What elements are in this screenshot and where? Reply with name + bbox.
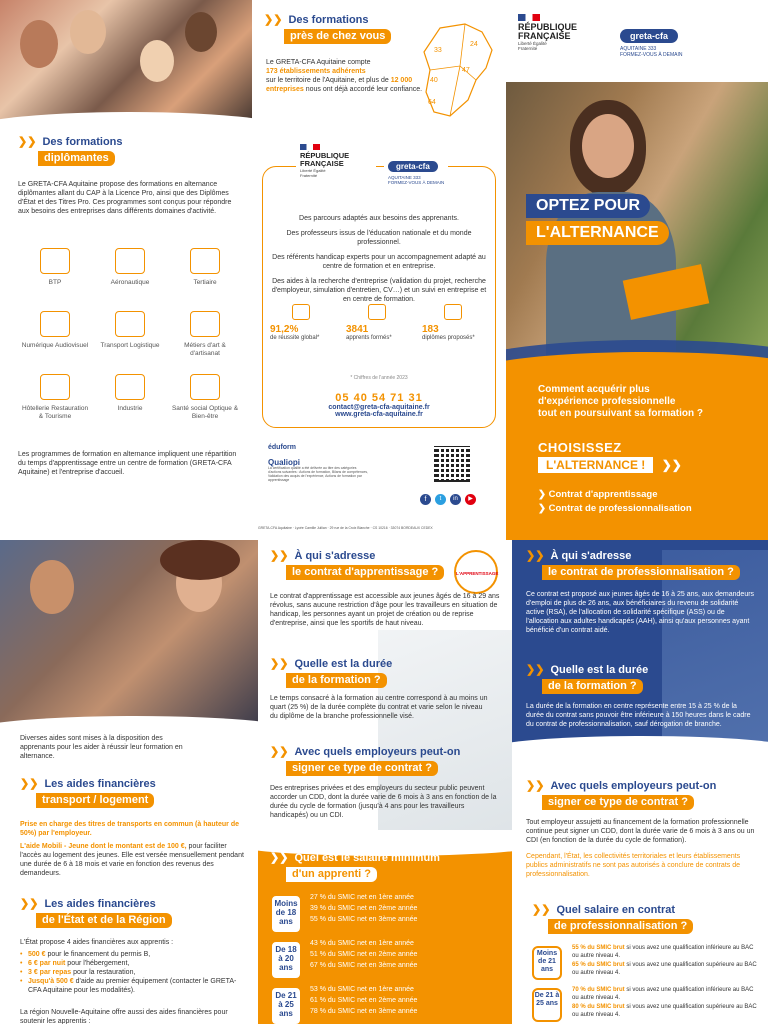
flag-icon bbox=[300, 144, 320, 150]
bullet-icon: • bbox=[20, 951, 23, 958]
option-apprentissage[interactable]: ❯ Contrat d'apprentissage bbox=[538, 489, 658, 500]
stat-label: apprents formés* bbox=[346, 335, 392, 341]
salary-line: 78 % du SMIC net en 3ème année bbox=[310, 1008, 418, 1015]
section-title: ❯❯ À qui s'adresse le contrat de professionnalisation ? bbox=[526, 550, 740, 580]
plane-icon bbox=[115, 248, 145, 274]
republique-logo: RÉPUBLIQUE FRANÇAISE Liberté Égalité Fraternité bbox=[296, 142, 376, 180]
apprentissage-target: Le contrat d'apprentissage est accessible aux jeunes âgés de 16 à 29 ans révolus, sans aucune restriction d'âge pour les travailleurs en situation de handicap, les personnes ayant un projet de création ou de reprise d'entreprise, ainsi que les sportifs de haut niveau. bbox=[270, 593, 500, 627]
advantages-list bbox=[270, 214, 488, 310]
sector-item bbox=[20, 248, 90, 287]
panel-formations-diplomantes bbox=[0, 0, 252, 540]
stat-item bbox=[346, 322, 414, 342]
section-highlight: transport / logement bbox=[36, 793, 154, 808]
map-label: 47 bbox=[462, 67, 470, 74]
salary-row bbox=[532, 986, 758, 1024]
age-badge: Moins de 18 ans bbox=[270, 894, 302, 934]
panel-apprentissage bbox=[258, 540, 512, 1024]
youtube-icon[interactable]: ▶ bbox=[465, 494, 476, 505]
mobili-aid: L'aide Mobili - Jeune dont le montant est de 100 €, pour faciliter l'accès au logement des jeunes. Elle est versée mensuellement pendant une durée de 6 à 18 mois et varie en fonction des revenus des demandeurs. bbox=[20, 843, 244, 877]
bullet-icon: • bbox=[20, 960, 23, 967]
salary-line: 65 % du SMIC brut si vous avez une qualification supérieure au BAC ou autre niveau 4. bbox=[572, 962, 757, 976]
section-title: ❯❯ Avec quels employeurs peut-on signer ce type de contrat ? bbox=[526, 780, 717, 808]
aid-item: • 6 € par nuit pour l'hébergement, bbox=[20, 960, 130, 967]
stat-value: 3841 bbox=[346, 324, 369, 335]
section-highlight: de l'État et de la Région bbox=[36, 913, 172, 928]
section-highlight: près de chez vous bbox=[284, 29, 391, 44]
section-title: ❯❯ Quel salaire en contrat de professionnalisation ? bbox=[532, 904, 693, 934]
panel-professionnalisation bbox=[512, 540, 768, 1024]
pro-employers-note: Cependant, l'État, les collectivités territoriales et leurs établissements publics administratifs ne sont pas autorisés à conclure de contrats de professionnalisation. bbox=[526, 853, 741, 878]
sector-label: Aéronautique bbox=[110, 279, 150, 286]
bullet-icon: • bbox=[20, 978, 23, 985]
stat-item bbox=[270, 322, 338, 342]
sector-item bbox=[170, 311, 240, 358]
social-icons bbox=[420, 494, 476, 505]
republique-logo: RÉPUBLIQUE FRANÇAISE Liberté Égalité Fraternité bbox=[518, 14, 608, 51]
chevron-icon: ❯❯ bbox=[532, 904, 551, 916]
flag-icon bbox=[518, 14, 540, 21]
section-highlight: signer ce type de contrat ? bbox=[286, 761, 438, 776]
salary-line: 61 % du SMIC net en 2ème année bbox=[310, 997, 418, 1004]
section-highlight: d'un apprenti ? bbox=[286, 867, 377, 882]
salary-line: 39 % du SMIC net en 2ème année bbox=[310, 905, 418, 912]
email-link[interactable]: contact@greta-cfa-aquitaine.fr bbox=[328, 404, 430, 411]
advantage-item: Des référents handicap experts pour un accompagnement adapté au centre de formation et en entreprise. bbox=[272, 254, 486, 270]
chevron-icon: ❯❯ bbox=[270, 746, 289, 758]
sector-label: Industrie bbox=[117, 405, 143, 412]
section-title: ❯❯ Avec quels employeurs peut-on signer ce type de contrat ? bbox=[270, 746, 461, 774]
linkedin-icon[interactable]: in bbox=[450, 494, 461, 505]
students-photo bbox=[0, 0, 252, 120]
salary-line: 67 % du SMIC net en 3ème année bbox=[310, 962, 418, 969]
salary-line: 70 % du SMIC brut si vous avez une qualification inférieure au BAC ou autre niveau 4. bbox=[572, 987, 754, 1001]
stat-value: 91,2% bbox=[270, 324, 299, 335]
eduform-logo: éduform bbox=[268, 444, 296, 451]
age-badge: De 21 à 25 ans bbox=[532, 988, 562, 1022]
sector-item bbox=[170, 248, 240, 287]
panel-cover bbox=[506, 0, 768, 540]
state-intro: L'État propose 4 aides financières aux apprentis : bbox=[20, 939, 174, 946]
outro-text: Les programmes de formation en alternance impliquent une répartition du temps d'apprentissage entre un centre de formation (GRETA-CFA Aquitaine) et l'entreprise d'accueil. bbox=[18, 451, 237, 476]
sector-label: Tertiaire bbox=[193, 279, 217, 286]
region-text: La région Nouvelle-Aquitaine offre aussi des aides financières pour soutenir les apprentis : bbox=[20, 1009, 228, 1024]
sector-label: Santé social Optique & Bien-être bbox=[171, 405, 239, 420]
chevron-icon: ❯❯ bbox=[270, 658, 289, 670]
panel-aides bbox=[0, 540, 258, 1024]
chevron-icon: ❯❯ bbox=[270, 852, 289, 864]
salary-row bbox=[270, 982, 502, 1024]
advantage-item: Des aides à la recherche d'entreprise (validation du projet, recherche d'employeur, simulation d'entretien, CV…) et un suivi en entreprise et en centre de formation. bbox=[271, 278, 487, 303]
sector-label: Numérique Audiovisuel bbox=[21, 342, 89, 349]
chevron-icon: ❯ bbox=[538, 489, 549, 500]
salary-line: 53 % du SMIC net en 1ère année bbox=[310, 986, 414, 993]
apprentissage-stamp: L'APPRENTISSAGE bbox=[454, 550, 498, 594]
chevron-icon: ❯ bbox=[538, 503, 549, 514]
contract-options bbox=[538, 488, 692, 516]
chevron-icon: ❯❯ bbox=[20, 778, 39, 790]
aid-item: • 3 € par repas pour la restauration, bbox=[20, 969, 136, 976]
cloche-icon bbox=[40, 374, 70, 400]
cover-question: Comment acquérir plus d'expérience professionnelle tout en poursuivant sa formation ? bbox=[538, 384, 704, 419]
salary-lines bbox=[572, 944, 758, 978]
qr-code-icon[interactable] bbox=[434, 446, 470, 482]
stats-note: * Chiffres de l'année 2023 bbox=[350, 375, 408, 381]
section-highlight: le contrat de professionnalisation ? bbox=[542, 565, 740, 580]
chevron-icon: ❯❯ bbox=[18, 136, 37, 148]
section-title: ❯❯ Quel est le salaire minimum d'un apprenti ? bbox=[270, 852, 440, 880]
sector-item bbox=[95, 311, 165, 350]
bullet-icon: • bbox=[20, 969, 23, 976]
intro-text: Le GRETA-CFA Aquitaine propose des formations en alternance diplômantes allant du CAP à la Licence Pro, ainsi que des Diplômes d'État et des Titres Pro. Ces programmes sont conçus pour répondre aux besoins des entreprises dans différents domaines d'activité. bbox=[18, 181, 232, 215]
apprentissage-duration: Le temps consacré à la formation au centre correspond à au moins un quart (25 %) de la durée complète du contrat et varie selon le niveau du diplôme de la branche professionnelle visé. bbox=[270, 695, 488, 720]
sector-item bbox=[20, 311, 90, 350]
chevron-icon: ❯❯ bbox=[526, 550, 545, 562]
stat-icon bbox=[368, 304, 386, 320]
phone-number[interactable]: 05 40 54 71 31 bbox=[335, 392, 423, 404]
chevron-icon: ❯❯ bbox=[264, 14, 283, 26]
salary-row bbox=[270, 890, 502, 942]
transport-aid: Prise en charge des titres de transports en commun (à hauteur de 50%) par l'employeur. bbox=[20, 821, 240, 837]
salary-lines bbox=[310, 938, 417, 971]
sector-label: Hôtellerie Restauration & Tourisme bbox=[21, 405, 89, 420]
stat-item bbox=[422, 322, 490, 342]
building-icon bbox=[40, 248, 70, 274]
sector-label: Transport Logistique bbox=[100, 342, 160, 349]
section-title: ❯❯ Quelle est la durée de la formation ? bbox=[526, 664, 649, 692]
advantage-item: Des parcours adaptés aux besoins des apprenants. bbox=[299, 215, 459, 222]
advantage-item: Des professeurs issus de l'éducation nationale et du monde professionnel. bbox=[286, 230, 472, 246]
sector-item bbox=[95, 374, 165, 413]
section-highlight: de la formation ? bbox=[286, 673, 387, 688]
box-icon bbox=[115, 311, 145, 337]
stats-row bbox=[270, 322, 488, 366]
salary-line: 55 % du SMIC net en 3ème année bbox=[310, 916, 418, 923]
age-badge: De 18 à 20 ans bbox=[270, 940, 302, 980]
section-title: ❯❯ À qui s'adresse le contrat d'apprentissage ? bbox=[270, 550, 444, 580]
salary-line: 43 % du SMIC net en 1ère année bbox=[310, 940, 414, 947]
apprentissage-employers: Des entreprises privées et des employeurs du secteur public peuvent accorder un CDD, dont la durée varie de 6 mois à 3 ans en fonction de la durée du cycle de formation (jusqu'à 4 ans pour les travailleurs handicapés) ou un CDI. bbox=[270, 785, 497, 819]
monitor-icon bbox=[40, 311, 70, 337]
section-title: ❯❯ Quelle est la durée de la formation ? bbox=[270, 658, 393, 686]
salary-lines bbox=[310, 984, 417, 1017]
salary-row bbox=[532, 944, 758, 992]
salary-line: 51 % du SMIC net en 2ème année bbox=[310, 951, 418, 958]
printer-icon bbox=[190, 248, 220, 274]
salary-line: 27 % du SMIC net en 1ère année bbox=[310, 894, 414, 901]
section-highlight: le contrat d'apprentissage ? bbox=[286, 565, 444, 580]
facebook-icon[interactable]: f bbox=[420, 494, 431, 505]
cover-banner: OPTEZ POUR L'ALTERNANCE bbox=[526, 194, 669, 245]
sector-item bbox=[95, 248, 165, 287]
pro-target: Ce contrat est proposé aux jeunes âgés de 16 à 25 ans, aux demandeurs d'emploi de plus de 26 ans, aux bénéficiaires du revenu de solidarité active (RSA), de l'allocation de solidarité spécifique (ASS) ou de l'allocation aux adultes handicapés (AAH), ainsi qu'aux personnes ayant bénéficié d'un contrat aidé. bbox=[526, 591, 755, 634]
chevron-icon: ❯❯ bbox=[526, 664, 545, 676]
footer-address: GRETA-CFA Aquitaine · Lycée Camille Jullian · 29 rue de la Croix Blanche · CS 10216 · 33074 BORDEAUX CEDEX bbox=[258, 526, 433, 530]
map-label: 33 bbox=[434, 47, 442, 54]
panel-formations-proches bbox=[252, 0, 506, 540]
aid-item: • Jusqu'à 500 € d'aide au premier équipement (contacter le GRETA-CFA Aquitaine pour les modalités). bbox=[20, 978, 237, 994]
qualiopi-note: La certification qualité a été délivrée au titre des catégories d'actions suivantes : Actions de formation, Bilans de compétences, Validation des acquis de l'expérience, Actions de formation par apprentissage bbox=[268, 466, 368, 482]
stat-label: diplômes proposés* bbox=[422, 335, 475, 341]
stat-icon bbox=[444, 304, 462, 320]
greta-logo: greta-cfa AQUITAINE 333 FORMEZ-VOUS À DEMAIN bbox=[384, 154, 448, 187]
contact-block bbox=[270, 392, 488, 418]
twitter-icon[interactable]: t bbox=[435, 494, 446, 505]
chevron-icon: ❯❯ bbox=[270, 550, 289, 562]
craft-icon bbox=[190, 311, 220, 337]
qualiopi-logo: Qualiopi bbox=[268, 458, 300, 467]
map-label: 64 bbox=[428, 99, 436, 106]
section-highlight: signer ce type de contrat ? bbox=[542, 795, 694, 810]
section-highlight: de la formation ? bbox=[542, 679, 643, 694]
map-label: 40 bbox=[430, 77, 438, 84]
section-title: ❯❯ Les aides financières transport / logement bbox=[20, 778, 156, 806]
option-professionnalisation[interactable]: ❯ Contrat de professionnalisation bbox=[538, 503, 692, 514]
pro-employers: Tout employeur assujetti au financement de la formation professionnelle continue peut signer un CDD, dont la durée varie de 6 mois à 3 ans ou un CDI (en fonction de la durée du cycle de formation). bbox=[526, 819, 755, 844]
salary-row bbox=[270, 936, 502, 988]
section-highlight: diplômantes bbox=[38, 151, 115, 166]
network-text: Le GRETA-CFA Aquitaine compte 173 établissements adhérents sur le territoire de l'Aquitaine, et plus de 12 000 entreprises nous ont déjà accordé leur confiance. bbox=[266, 59, 423, 93]
cover-cta: CHOISISSEZ L'ALTERNANCE ! ❯❯ bbox=[538, 440, 682, 472]
stat-value: 183 bbox=[422, 324, 439, 335]
stat-label: de réussite global* bbox=[270, 335, 320, 341]
section-title: ❯❯ Des formations diplômantes bbox=[18, 136, 123, 164]
chevron-icon: ❯❯ bbox=[20, 898, 39, 910]
aides-intro: Diverses aides sont mises à la disposition des apprenants pour les aider à réussir leur formation en alternance. bbox=[20, 735, 183, 760]
greta-logo: greta-cfa AQUITAINE 333 FORMEZ-VOUS À DEMAIN bbox=[620, 31, 683, 58]
state-aids-list bbox=[20, 950, 245, 995]
aid-item: • 500 € pour le financement du permis B, bbox=[20, 951, 151, 958]
chevron-icon: ❯❯ bbox=[661, 458, 682, 472]
map-label: 24 bbox=[470, 41, 478, 48]
age-badge: Moins de 21 ans bbox=[532, 946, 562, 980]
sector-label: Métiers d'art & d'artisanat bbox=[184, 342, 226, 357]
salary-lines bbox=[310, 892, 417, 925]
salary-lines bbox=[572, 986, 758, 1020]
salary-line: 55 % du SMIC brut si vous avez une qualification inférieure au BAC ou autre niveau 4. bbox=[572, 945, 754, 959]
section-title: ❯❯ Les aides financières de l'État et de la Région bbox=[20, 898, 172, 928]
website-link[interactable]: www.greta-cfa-aquitaine.fr bbox=[335, 411, 423, 418]
stat-icon bbox=[292, 304, 310, 320]
salary-line: 80 % du SMIC brut si vous avez une qualification supérieure au BAC ou autre niveau 4. bbox=[572, 1004, 757, 1018]
section-highlight: de professionnalisation ? bbox=[548, 919, 693, 934]
age-badge: De 21 à 25 ans bbox=[270, 986, 302, 1024]
section-title: ❯❯ Des formations près de chez vous bbox=[264, 14, 391, 44]
sector-item bbox=[170, 374, 240, 421]
sector-label: BTP bbox=[48, 279, 62, 286]
pro-duration: La durée de la formation en centre représente entre 15 à 25 % de la durée du contrat sans pouvoir être inférieure à 150 heures dans le cadre du contrat de professionnalisation, sauf dérogation de branche. bbox=[526, 703, 751, 728]
health-icon bbox=[190, 374, 220, 400]
sector-item bbox=[20, 374, 90, 421]
chevron-icon: ❯❯ bbox=[526, 780, 545, 792]
factory-icon bbox=[115, 374, 145, 400]
students-group-photo bbox=[0, 540, 258, 730]
aquitaine-map bbox=[420, 22, 500, 120]
